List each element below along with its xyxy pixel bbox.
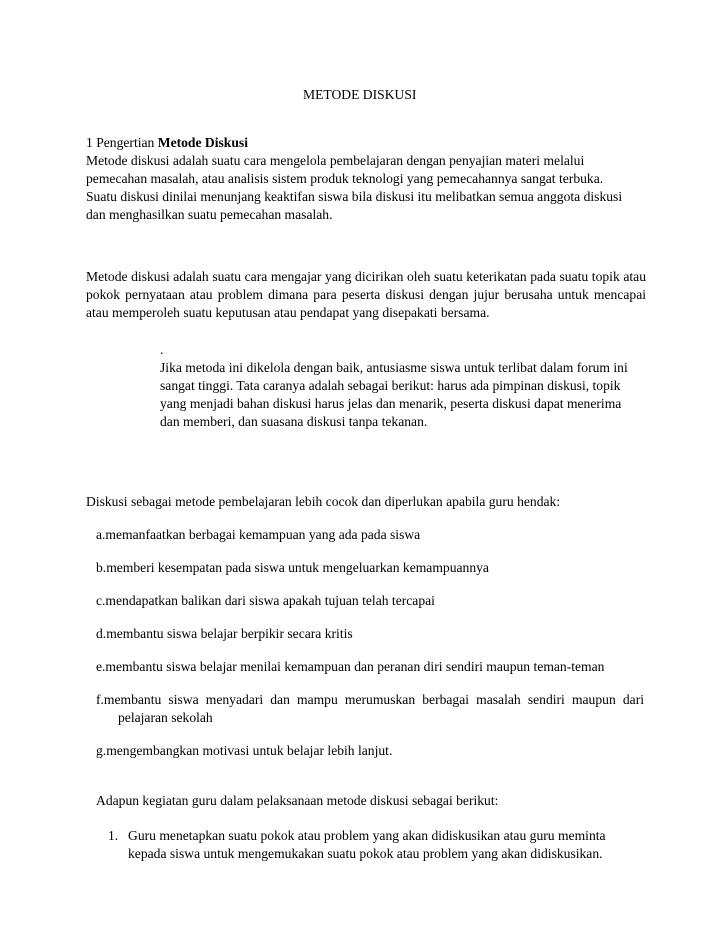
numbered-item-text: Guru menetapkan suatu pokok atau problem yang akan didiskusikan atau guru meminta kepada siswa untuk mengemukakan suatu pokok atau problem yang akan didiskusikan. bbox=[128, 828, 606, 861]
activities-intro: Adapun kegiatan guru dalam pelaksanaan metode diskusi sebagai berikut: bbox=[96, 793, 499, 808]
section1-paragraph: Metode diskusi adalah suatu cara mengelola pembelajaran dengan penyajian materi melalui pemecahan masalah, atau analisis sistem produk teknologi yang pemecahannya sangat terbuka. Suatu diskusi dinilai menunjang keaktifan siswa bila diskusi itu melibatkan semua anggota diskusi dan menghasilkan suatu pemecahan masalah. bbox=[86, 153, 623, 222]
list-item-a: a.memanfaatkan berbagai kemampuan yang ada pada siswa bbox=[96, 527, 421, 542]
list-item-c: c.mendapatkan balikan dari siswa apakah tujuan telah tercapai bbox=[96, 593, 435, 608]
section-heading bbox=[86, 134, 646, 152]
section-heading-title: Metode Diskusi bbox=[157, 135, 248, 150]
list-item-f-line2: pelajaran sekolah bbox=[118, 710, 213, 725]
section-heading-number: 1 Pengertian bbox=[86, 135, 155, 150]
list-item-f-line1: f.membantu siswa menyadari dan mampu merumuskan berbagai masalah sendiri maupun dari bbox=[96, 692, 644, 707]
list-item-f bbox=[96, 691, 644, 709]
list-item-e: e.membantu siswa belajar menilai kemampuan dan peranan diri sendiri maupun teman-teman bbox=[96, 659, 605, 674]
numbered-item-marker: 1. bbox=[108, 828, 119, 843]
list-intro: Diskusi sebagai metode pembelajaran lebih cocok dan diperlukan apabila guru hendak: bbox=[86, 494, 561, 509]
paragraph-2: Metode diskusi adalah suatu cara mengajar yang dicirikan oleh suatu keterikatan pada suatu topik atau pokok pernyataan atau problem dimana para peserta diskusi dengan jujur berusaha untuk mencapai atau memperoleh suatu keputusan atau pendapat yang disepakati bersama. bbox=[86, 269, 646, 320]
indented-dot: . bbox=[160, 342, 164, 357]
list-item-d: d.membantu siswa belajar berpikir secara kritis bbox=[96, 626, 353, 641]
list-item-b: b.memberi kesempatan pada siswa untuk mengeluarkan kemampuannya bbox=[96, 560, 489, 575]
indented-paragraph: Jika metoda ini dikelola dengan baik, antusiasme siswa untuk terlibat dalam forum ini sangat tinggi. Tata caranya adalah sebagai berikut: harus ada pimpinan diskusi, topik yang menjadi bahan diskusi harus jelas dan menarik, peserta diskusi dapat menerima dan memberi, dan suasana diskusi tanpa tekanan. bbox=[160, 360, 628, 429]
numbered-item-1 bbox=[108, 827, 648, 863]
list-item-g: g.mengembangkan motivasi untuk belajar lebih lanjut. bbox=[96, 743, 393, 758]
document-title: METODE DISKUSI bbox=[303, 87, 417, 102]
